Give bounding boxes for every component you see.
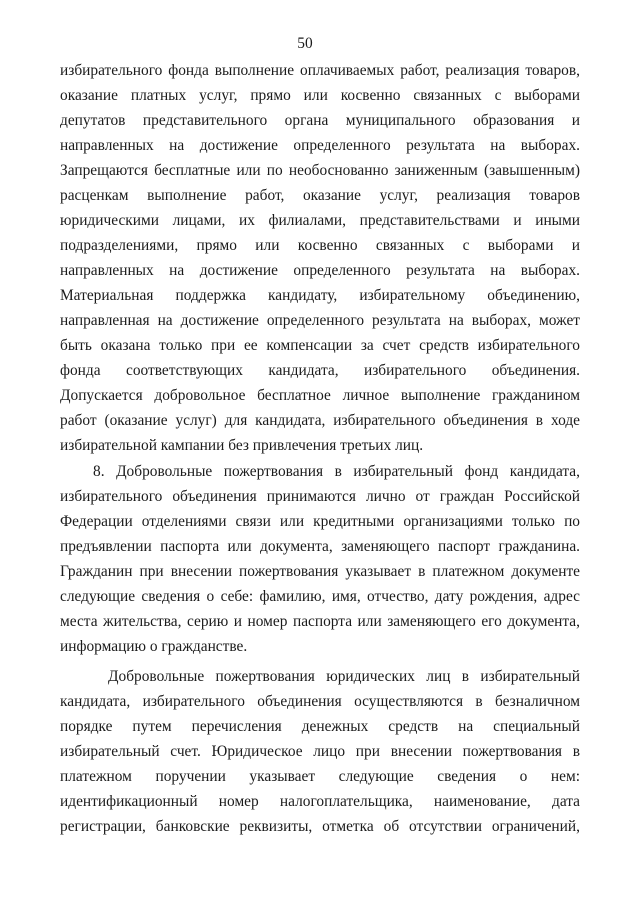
text-line: Материальная поддержка кандидату, избирательному объединению, [60,287,580,304]
text-line: избирательного объединения принимаются лично от граждан Российской [60,488,580,505]
text-line: избирательный счет. Юридическое лицо при внесении пожертвования в [60,743,580,760]
text-line: оказание платных услуг, прямо или косвенно связанных с выборами [60,87,580,104]
text-line: порядке путем перечисления денежных средств на специальный [60,718,580,735]
body-text [60,58,580,839]
text-line: платежном поручении указывает следующие сведения о нем: [60,768,580,785]
text-line: юридическими лицами, их филиалами, представительствами и иными [60,212,580,229]
text-line: Гражданин при внесении пожертвования указывает в платежном документе [60,563,580,580]
text-line: подразделениями, прямо или косвенно связанных с выборами и [60,237,580,254]
text-line: кандидата, избирательного объединения осуществляются в безналичном [60,693,580,710]
text-line: работ (оказание услуг) для кандидата, избирательного объединения в ходе [60,412,580,429]
text-line: Запрещаются бесплатные или по необоснованно заниженным (завышенным) [60,162,580,179]
text-line: направленная на достижение определенного результата на выборах, может [60,312,580,329]
text-line: Добровольные пожертвования юридических лиц в избирательный [108,668,580,685]
text-line: идентификационный номер налогоплательщика, наименование, дата [60,793,580,810]
text-line: депутатов представительного органа муниципального образования и [60,112,580,129]
paragraph [60,58,580,458]
paragraph [60,664,580,839]
text-line: следующие сведения о себе: фамилию, имя, отчество, дату рождения, адрес [60,588,580,605]
text-line: 8. Добровольные пожертвования в избирательный фонд кандидата, [93,463,580,480]
page-number: 50 [297,35,313,52]
paragraph [60,459,580,659]
text-line: места жительства, серию и номер паспорта или заменяющего его документа, [60,613,580,630]
text-line: избирательного фонда выполнение оплачиваемых работ, реализация товаров, [60,62,580,79]
text-line: Допускается добровольное бесплатное личное выполнение гражданином [60,387,580,404]
text-line: информацию о гражданстве. [60,638,248,655]
text-line: направленных на достижение определенного результата на выборах. [60,262,580,279]
text-line: Федерации отделениями связи или кредитными организациями только по [60,513,580,530]
text-line: быть оказана только при ее компенсации за счет средств избирательного [60,337,580,354]
text-line: расценкам выполнение работ, оказание услуг, реализация товаров [60,187,580,204]
text-line: предъявлении паспорта или документа, заменяющего паспорт гражданина. [60,538,580,555]
text-line: избирательной кампании без привлечения третьих лиц. [60,437,424,454]
text-line: фонда соответствующих кандидата, избирательного объединения. [60,362,580,379]
text-line: регистрации, банковские реквизиты, отметка об отсутствии ограничений, [60,818,580,835]
text-line: направленных на достижение определенного результата на выборах. [60,137,580,154]
